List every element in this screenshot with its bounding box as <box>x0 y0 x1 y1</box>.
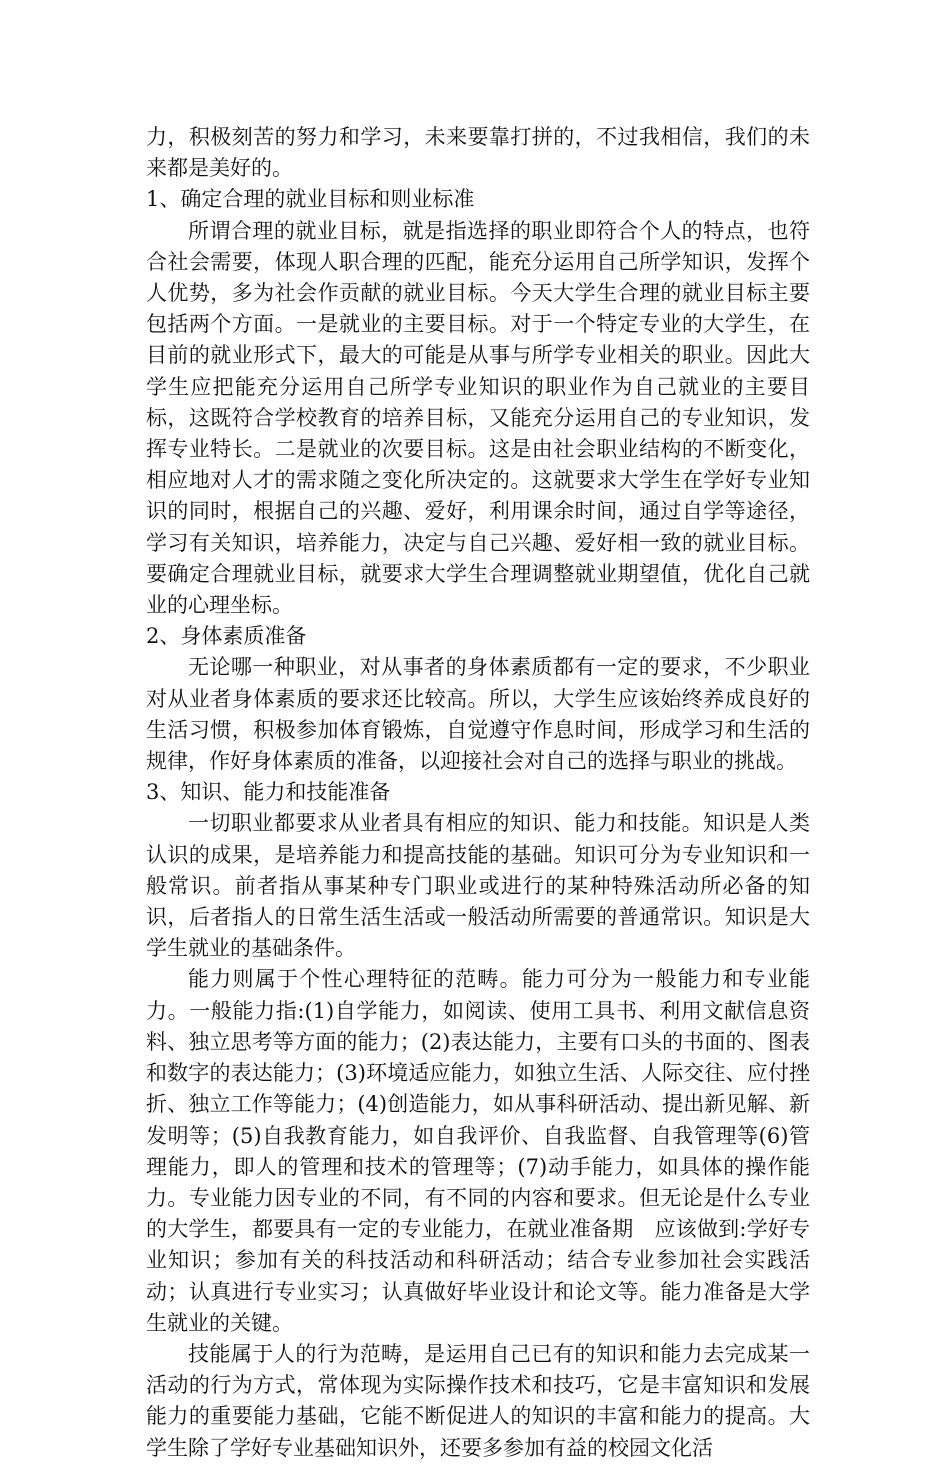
paragraph-skills: 技能属于人的行为范畴，是运用自己已有的知识和能力去完成某一活动的行为方式，常体现为实际操作技术和技巧，它是丰富知识和发展能力的重要能力基础，它能不断促进人的知识的丰富和能力的提高。大学生除了学好专业基础知识外，还要多参加有益的校园文化活 <box>146 1341 810 1460</box>
document-page <box>146 122 810 1464</box>
paragraph-ability: 能力则属于个性心理特征的范畴。能力可分为一般能力和专业能力。一般能力指:(1)自学能力，如阅读、使用工具书、利用文献信息资料、独立思考等方面的能力；(2)表达能力，主要有口头的书面的、图表和数字的表达能力；(3)环境适应能力，如独立生活、人际交往、应付挫折、独立工作等能力；(4)创造能力，如从事科研活动、提出新见解、新发明等；(5)自我教育能力，如自我评价、自我监督、自我管理等(6)管理能力，即人的管理和技术的管理等；(7)动手能力，如具体的操作能力。专业能力因专业的不同，有不同的内容和要求。但无论是什么专业的大学生，都要具有一定的专业能力，在就业准备期 应该做到:学好专业知识；参加有关的科技活动和科研活动；结合专业参加社会实践活动；认真进行专业实习；认真做好毕业设计和论文等。能力准备是大学生就业的关键。 <box>146 967 810 1335</box>
section-heading-3: 3、知识、能力和技能准备 <box>146 780 391 805</box>
paragraph-physical-fitness: 无论哪一种职业，对从事者的身体素质都有一定的要求，不少职业对从业者身体素质的要求还比较高。所以，大学生应该始终养成良好的生活习惯，积极参加体育锻炼，自觉遵守作息时间，形成学习和生活的规律，作好身体素质的准备，以迎接社会对自己的选择与职业的挑战。 <box>146 655 810 774</box>
paragraph-continued: 力，积极刻苦的努力和学习，未来要靠打拼的，不过我相信，我们的未来都是美好的。 <box>146 125 810 181</box>
section-heading-2: 2、身体素质准备 <box>146 624 307 649</box>
paragraph-knowledge: 一切职业都要求从业者具有相应的知识、能力和技能。知识是人类认识的成果，是培养能力和提高技能的基础。知识可分为专业知识和一般常识。前者指从事某种专门职业或进行的某种特殊活动所必备的知识，后者指人的日常生活生活或一般活动所需要的普通常识。知识是大学生就业的基础条件。 <box>146 811 810 961</box>
paragraph-employment-goal: 所谓合理的就业目标，就是指选择的职业即符合个人的特点，也符合社会需要，体现人职合理的匹配，能充分运用自己所学知识，发挥个人优势，多为社会作贡献的就业目标。今天大学生合理的就业目标主要包括两个方面。一是就业的主要目标。对于一个特定专业的大学生，在目前的就业形式下，最大的可能是从事与所学专业相关的职业。因此大学生应把能充分运用自己所学专业知识的职业作为自己就业的主要目标，这既符合学校教育的培养目标，又能充分运用自己的专业知识，发挥专业特长。二是就业的次要目标。这是由社会职业结构的不断变化，相应地对人才的需求随之变化所决定的。这就要求大学生在学好专业知识的同时，根据自己的兴趣、爱好，利用课余时间，通过自学等途径，学习有关知识，培养能力，决定与自己兴趣、爱好相一致的就业目标。要确定合理就业目标，就要求大学生合理调整就业期望值，优化自己就业的心理坐标。 <box>146 218 810 618</box>
section-heading-1: 1、确定合理的就业目标和则业标准 <box>146 187 475 212</box>
